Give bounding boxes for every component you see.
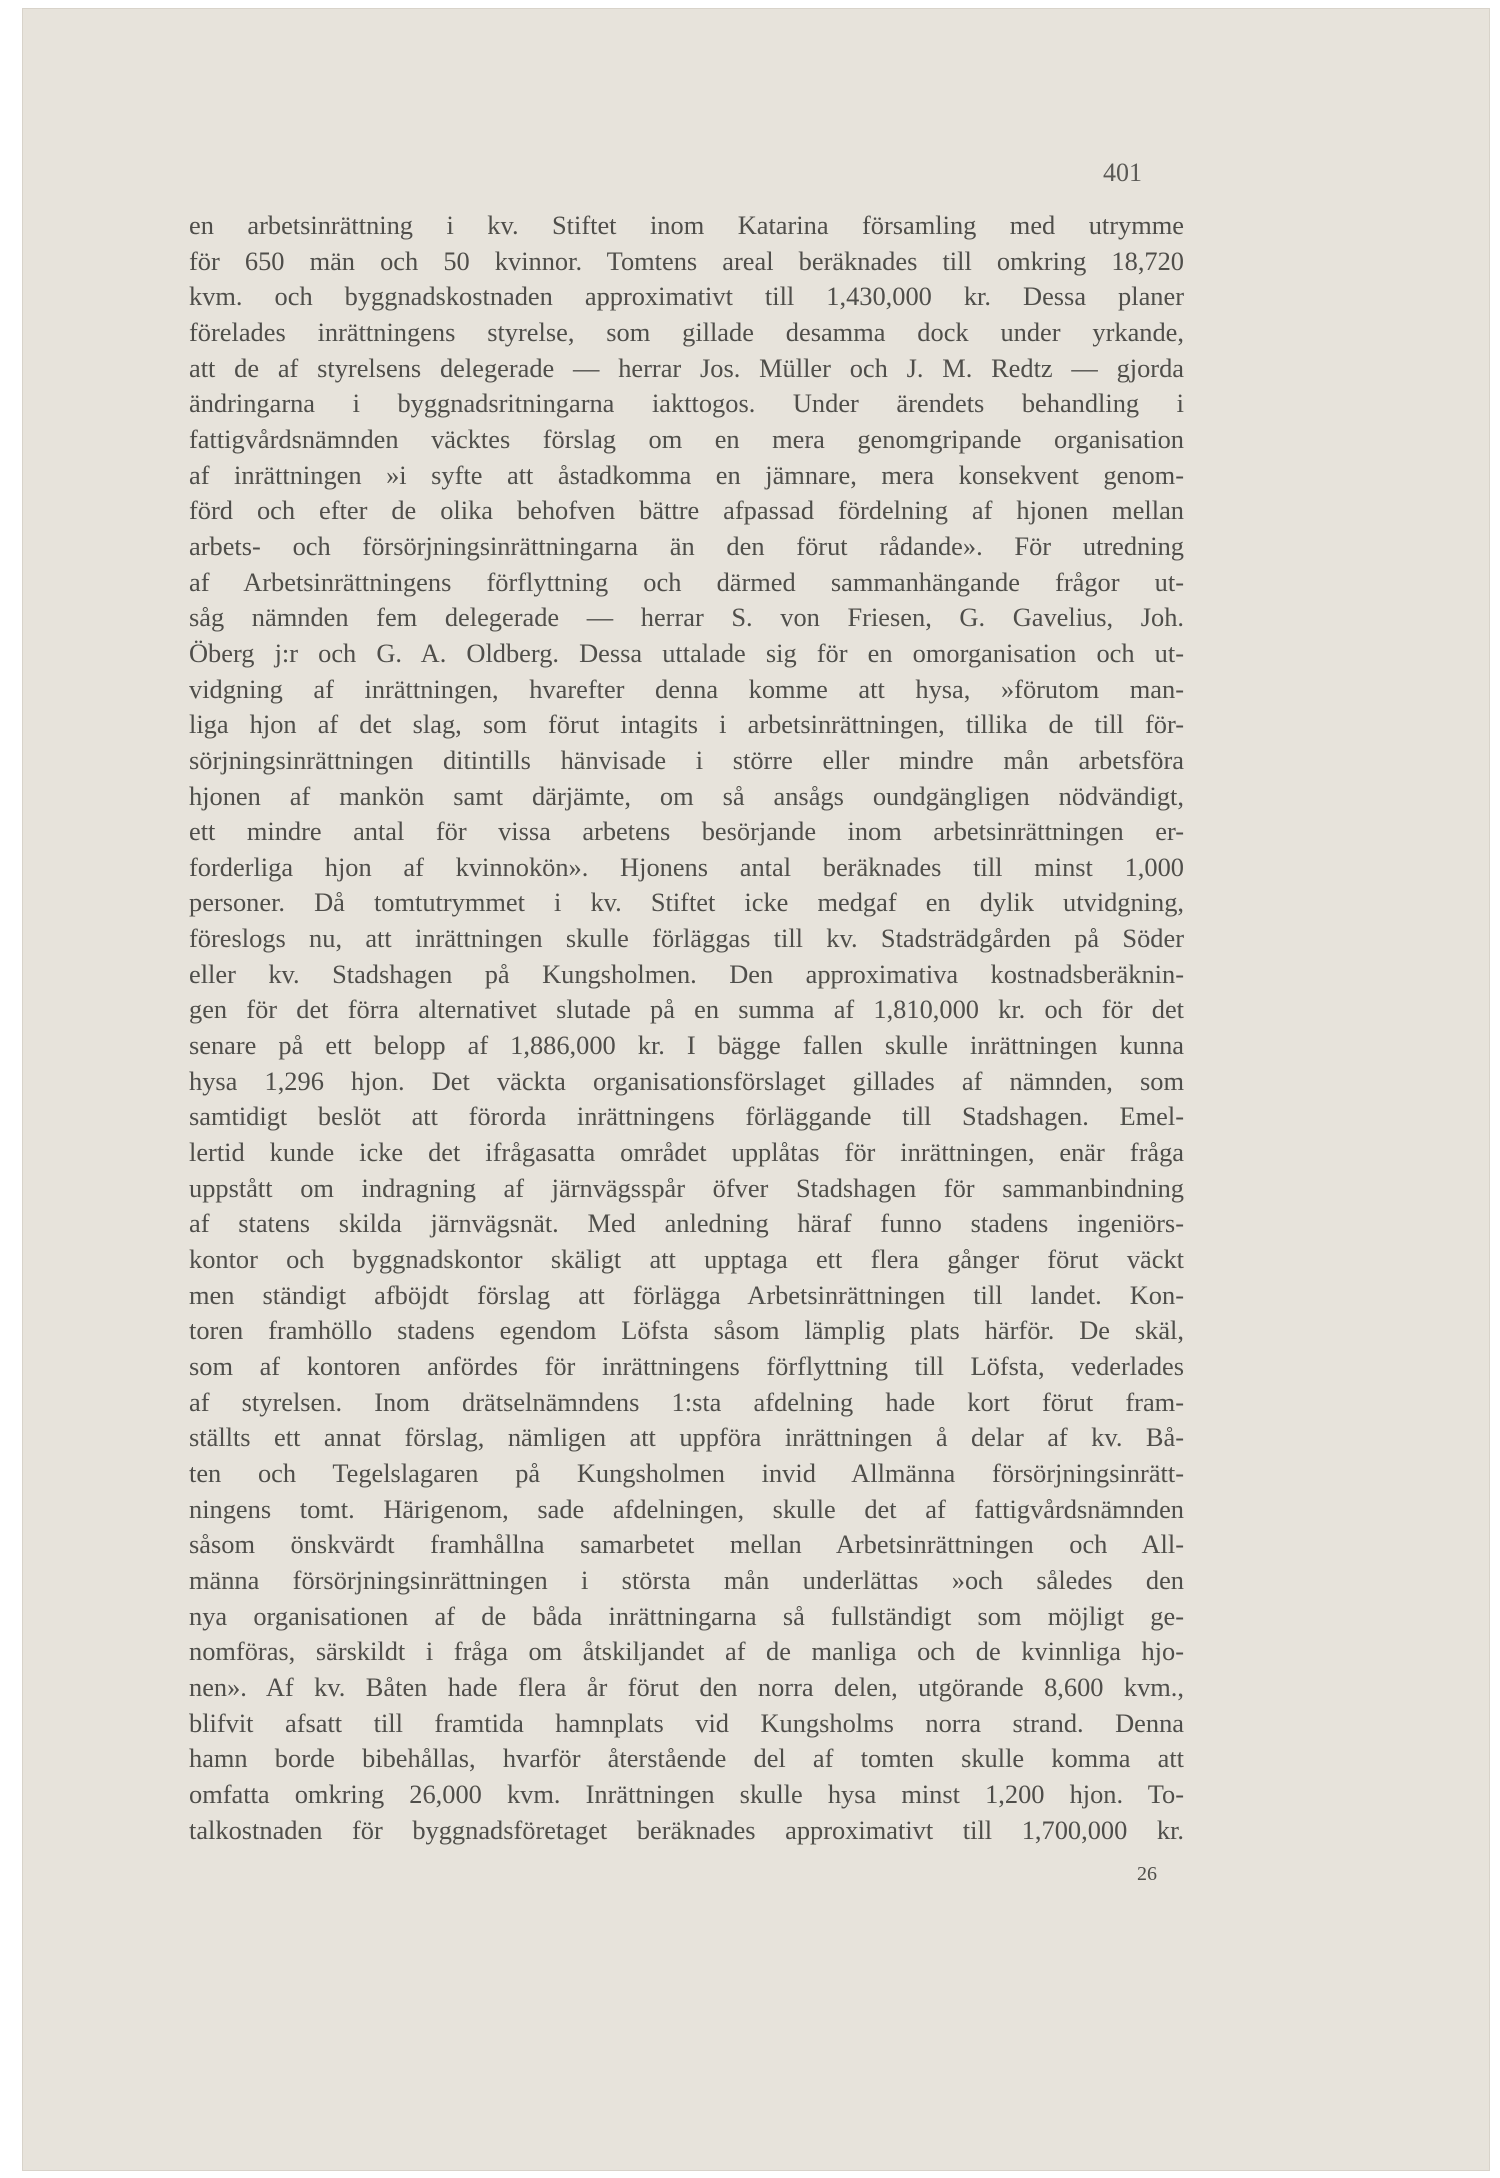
text-line: af inrättningen »i syfte att åstadkomma en jämnare, mera konsekvent genom- [189,459,1184,490]
text-line: gen för det förra alternativet slutade på en summa af 1,810,000 kr. och för det [189,994,1184,1025]
text-line: ten och Tegelslagaren på Kungsholmen invid Allmänna försörjningsinrätt- [189,1457,1184,1488]
text-line: arbets- och försörjningsinrättningarna än den förut rådande». För utredning [189,530,1184,561]
text-line: förelades inrättningens styrelse, som gillade desamma dock under yrkande, [189,316,1184,347]
text-line: af Arbetsinrättningens förflyttning och därmed sammanhängande frågor ut- [189,566,1184,597]
text-line: ningens tomt. Härigenom, sade afdelningen, skulle det af fattigvårdsnämnden [189,1493,1184,1524]
text-line: sörjningsinrättningen ditintills hänvisade i större eller mindre mån arbetsföra [189,744,1184,775]
text-line: Öberg j:r och G. A. Oldberg. Dessa uttalade sig för en omorganisation och ut- [189,637,1184,668]
text-line: men ständigt afböjdt förslag att förlägga Arbetsinrättningen till landet. Kon- [189,1279,1184,1310]
text-line: att de af styrelsens delegerade — herrar Jos. Müller och J. M. Redtz — gjorda [189,352,1184,383]
text-line: omfatta omkring 26,000 kvm. Inrättningen skulle hysa minst 1,200 hjon. To- [189,1778,1184,1809]
text-line: männa försörjningsinrättningen i största mån underlättas »och således den [189,1564,1184,1595]
text-line: såsom önskvärdt framhållna samarbetet mellan Arbetsinrättningen och All- [189,1529,1184,1560]
text-line: en arbetsinrättning i kv. Stiftet inom Katarina församling med utrymme [189,210,1184,240]
text-line: blifvit afsatt till framtida hamnplats vid Kungsholms norra strand. Denna [189,1707,1184,1738]
text-line: kontor och byggnadskontor skäligt att upptaga ett flera gånger förut väckt [189,1244,1184,1275]
text-line: samtidigt beslöt att förorda inrättningens förläggande till Stadshagen. Emel- [189,1101,1184,1132]
text-line: ett mindre antal för vissa arbetens besörjande inom arbetsinrättningen er- [189,816,1184,847]
text-line: såg nämnden fem delegerade — herrar S. von Friesen, G. Gavelius, Joh. [189,602,1184,633]
text-line: talkostnaden för byggnadsföretaget beräknades approximativt till 1,700,000 kr. [189,1814,1184,1845]
text-line: forderliga hjon af kvinnokön». Hjonens antal beräknades till minst 1,000 [189,851,1184,882]
text-line: ändringarna i byggnadsritningarna iakttogos. Under ärendets behandling i [189,388,1184,419]
text-line: fattigvårdsnämnden väcktes förslag om en mera genomgripande organisation [189,423,1184,454]
text-line: nya organisationen af de båda inrättningarna så fullständigt som möjligt ge- [189,1600,1184,1631]
text-line: liga hjon af det slag, som förut intagits i arbetsinrättningen, tillika de till för- [189,709,1184,740]
text-line: nen». Af kv. Båten hade flera år förut den norra delen, utgörande 8,600 kvm., [189,1671,1184,1702]
text-line: eller kv. Stadshagen på Kungsholmen. Den approximativa kostnadsberäknin- [189,958,1184,989]
body-text [189,208,1184,1848]
text-line: uppstått om indragning af järnvägsspår öfver Stadshagen för sammanbindning [189,1172,1184,1203]
text-line: förd och efter de olika behofven bättre afpassad fördelning af hjonen mellan [189,495,1184,526]
text-line: hjonen af mankön samt därjämte, om så ansågs oundgängligen nödvändigt, [189,780,1184,811]
text-line: personer. Då tomtutrymmet i kv. Stiftet icke medgaf en dylik utvidgning, [189,887,1184,918]
text-line: som af kontoren anfördes för inrättningens förflyttning till Löfsta, vederlades [189,1351,1184,1381]
text-line: ställts ett annat förslag, nämligen att uppföra inrättningen å delar af kv. Bå- [189,1422,1184,1453]
text-line: vidgning af inrättningen, hvarefter denna komme att hysa, »förutom man- [189,673,1184,704]
text-line: hamn borde bibehållas, hvarför återstående del af tomten skulle komma att [189,1743,1184,1774]
text-line: af statens skilda järnvägsnät. Med anledning häraf funno stadens ingeniörs- [189,1208,1184,1239]
text-line: nomföras, särskildt i fråga om åtskiljandet af de manliga och de kvinnliga hjo- [189,1636,1184,1667]
page-number: 401 [1103,158,1142,187]
text-line: af styrelsen. Inom drätselnämndens 1:sta afdelning hade kort förut fram- [189,1386,1184,1417]
text-line: kvm. och byggnadskostnaden approximativt till 1,430,000 kr. Dessa planer [189,281,1184,312]
signature-mark: 26 [1137,1863,1157,1885]
text-line: toren framhöllo stadens egendom Löfsta såsom lämplig plats härför. De skäl, [189,1315,1184,1346]
text-line: föreslogs nu, att inrättningen skulle förläggas till kv. Stadsträdgården på Söder [189,923,1184,954]
text-line: senare på ett belopp af 1,886,000 kr. I bägge fallen skulle inrättningen kunna [189,1030,1184,1061]
text-line: för 650 män och 50 kvinnor. Tomtens areal beräknades till omkring 18,720 [189,245,1184,276]
text-line: hysa 1,296 hjon. Det väckta organisationsförslaget gillades af nämnden, som [189,1065,1184,1096]
book-page [22,8,1490,2171]
text-line: lertid kunde icke det ifrågasatta området upplåtas för inrättningen, enär fråga [189,1137,1184,1168]
